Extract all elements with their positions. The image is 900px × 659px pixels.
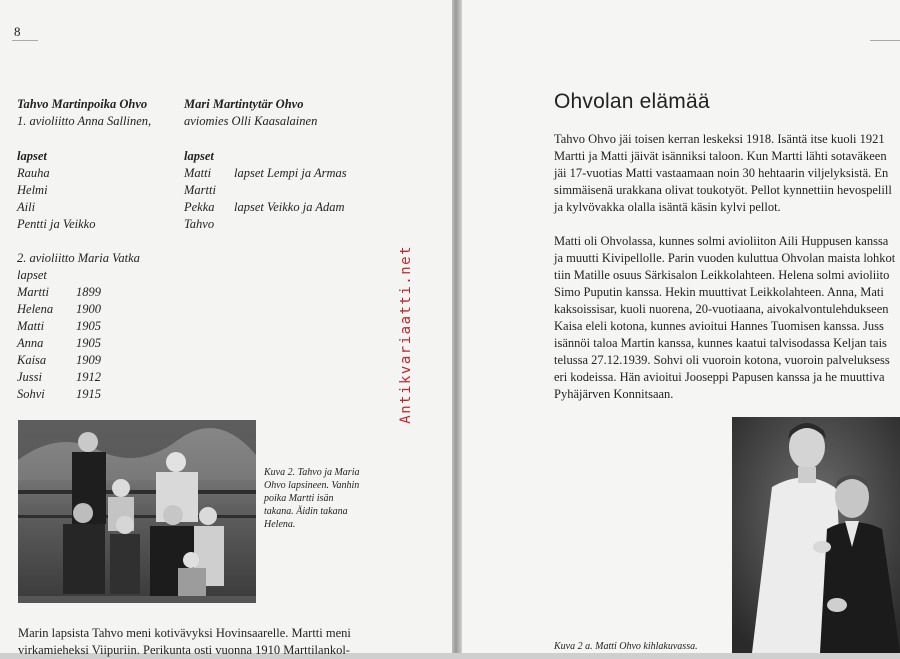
page-number: 8: [14, 24, 21, 39]
child-year: 1909: [76, 353, 101, 367]
child-year: 1915: [76, 387, 101, 401]
child-name: Helmi: [17, 183, 48, 197]
watermark: Antikvariaatti.net: [398, 245, 414, 424]
child-year: 1899: [76, 285, 101, 299]
mari-heading: Mari Martintytär Ohvo: [184, 97, 304, 111]
child-name: Martti: [17, 285, 49, 299]
child-name: Tahvo: [184, 217, 215, 231]
child-year: 1905: [76, 336, 101, 350]
header-rule: [12, 40, 38, 41]
engagement-photo-caption: Kuva 2 a. Matti Ohvo kihlakuvassa.: [554, 641, 698, 652]
chapter-title: Ohvolan elämää: [554, 90, 710, 113]
body-line: Kaisa eleli kotona, kunnes avioitui Hannes Tuomisen kanssa. Juss: [554, 319, 884, 333]
body-line: ja kylvövakka olalla isäntä käsin kylvi pellot.: [554, 200, 781, 214]
family-photo-image: [18, 420, 256, 603]
child-year: 1905: [76, 319, 101, 333]
child-name: Sohvi: [17, 387, 45, 401]
child-year: 1900: [76, 302, 101, 316]
marriage2-line: 2. avioliitto Maria Vatka: [17, 251, 140, 265]
child-name: Pentti ja Veikko: [17, 217, 96, 231]
child-name: Helena: [17, 302, 54, 316]
body-line: ja muutti Kivipellolle. Parin vuoden kuluttua Ohvolan maista lohkot: [554, 251, 896, 265]
body-line: jäi 17-vuotias Matti vastaamaan noin 30 hehtaarin viljelyksistä. En: [554, 166, 889, 180]
body-line: telussa 27.12.1939. Sohvi oli vuoroin kotona, vuoroin palveluksess: [554, 353, 890, 367]
child-name: Kaisa: [17, 353, 47, 367]
family-photo-caption: [264, 466, 376, 531]
body-line: isännöi taloa Martin kanssa, kunnes kaatui talvisodassa Keljan tais: [554, 336, 887, 350]
caption-line: takana. Äidin takana: [264, 506, 348, 517]
child-name: Matti: [17, 319, 45, 333]
child-note: lapset Lempi ja Armas: [234, 166, 347, 180]
child-name: Matti: [184, 166, 212, 180]
caption-line: poika Martti isän: [264, 493, 334, 504]
child-name: Rauha: [17, 166, 50, 180]
children-label: lapset: [184, 149, 214, 163]
body-line: Martti ja Matti jäivät isänniksi taloon. Kun Martti lähti sotaväkeen: [554, 149, 887, 163]
body-line: Simo Puputin kanssa. Hekin muuttivat Leikkolahteen. Anna, Mati: [554, 285, 884, 299]
body-line: simmäisenä urakkana olivat toukotyöt. Pellot kynnettiin hevospelill: [554, 183, 892, 197]
child-name: Aili: [17, 200, 36, 214]
body-line: tiin Matille osuus Särkisalon Leikkolahteen. Helena solmi avioliito: [554, 268, 890, 282]
caption-line: Ohvo lapsineen. Vanhin: [264, 480, 360, 491]
child-name: Pekka: [184, 200, 215, 214]
body-line: virkamieheksi Viipuriin. Perikunta osti vuonna 1910 Marttilankol-: [18, 643, 350, 657]
body-line: Pyhäjärven Konnitsaan.: [554, 387, 674, 401]
body-line: Matti oli Ohvolassa, kunnes solmi avioliiton Aili Huppusen kanssa: [554, 234, 889, 248]
spouse-line: aviomies Olli Kaasalainen: [184, 114, 318, 128]
child-name: Anna: [17, 336, 44, 350]
body-line: Tahvo Ohvo jäi toisen kerran leskeksi 1918. Isäntä itse kuoli 1921: [554, 132, 885, 146]
engagement-photo-image: [732, 417, 900, 653]
caption-line: Kuva 2. Tahvo ja Maria: [264, 467, 360, 478]
header-rule: [870, 40, 900, 41]
child-name: Jussi: [17, 370, 42, 384]
family-photo: [18, 420, 256, 603]
child-year: 1912: [76, 370, 101, 384]
child-name: Martti: [184, 183, 216, 197]
body-line: eri kodeissa. Hän avioitui Jooseppi Papusen kanssa ja he muuttiva: [554, 370, 885, 384]
caption-line: Helena.: [264, 519, 296, 530]
body-line: kaksoissisar, kuoli nuorena, 20-vuotiaana, aivokalvontulehdukseen: [554, 302, 889, 316]
marriage1-line: 1. avioliitto Anna Sallinen,: [17, 114, 152, 128]
body-line: Marin lapsista Tahvo meni kotivävyksi Hovinsaarelle. Martti meni: [18, 626, 351, 640]
tahvo-heading: Tahvo Martinpoika Ohvo: [17, 97, 148, 111]
engagement-photo: [732, 417, 900, 653]
child-note: lapset Veikko ja Adam: [234, 200, 345, 214]
right-page: [462, 0, 900, 653]
book-gutter: [452, 0, 462, 653]
children-label: lapset: [17, 149, 47, 163]
children-label-2: lapset: [17, 268, 47, 282]
